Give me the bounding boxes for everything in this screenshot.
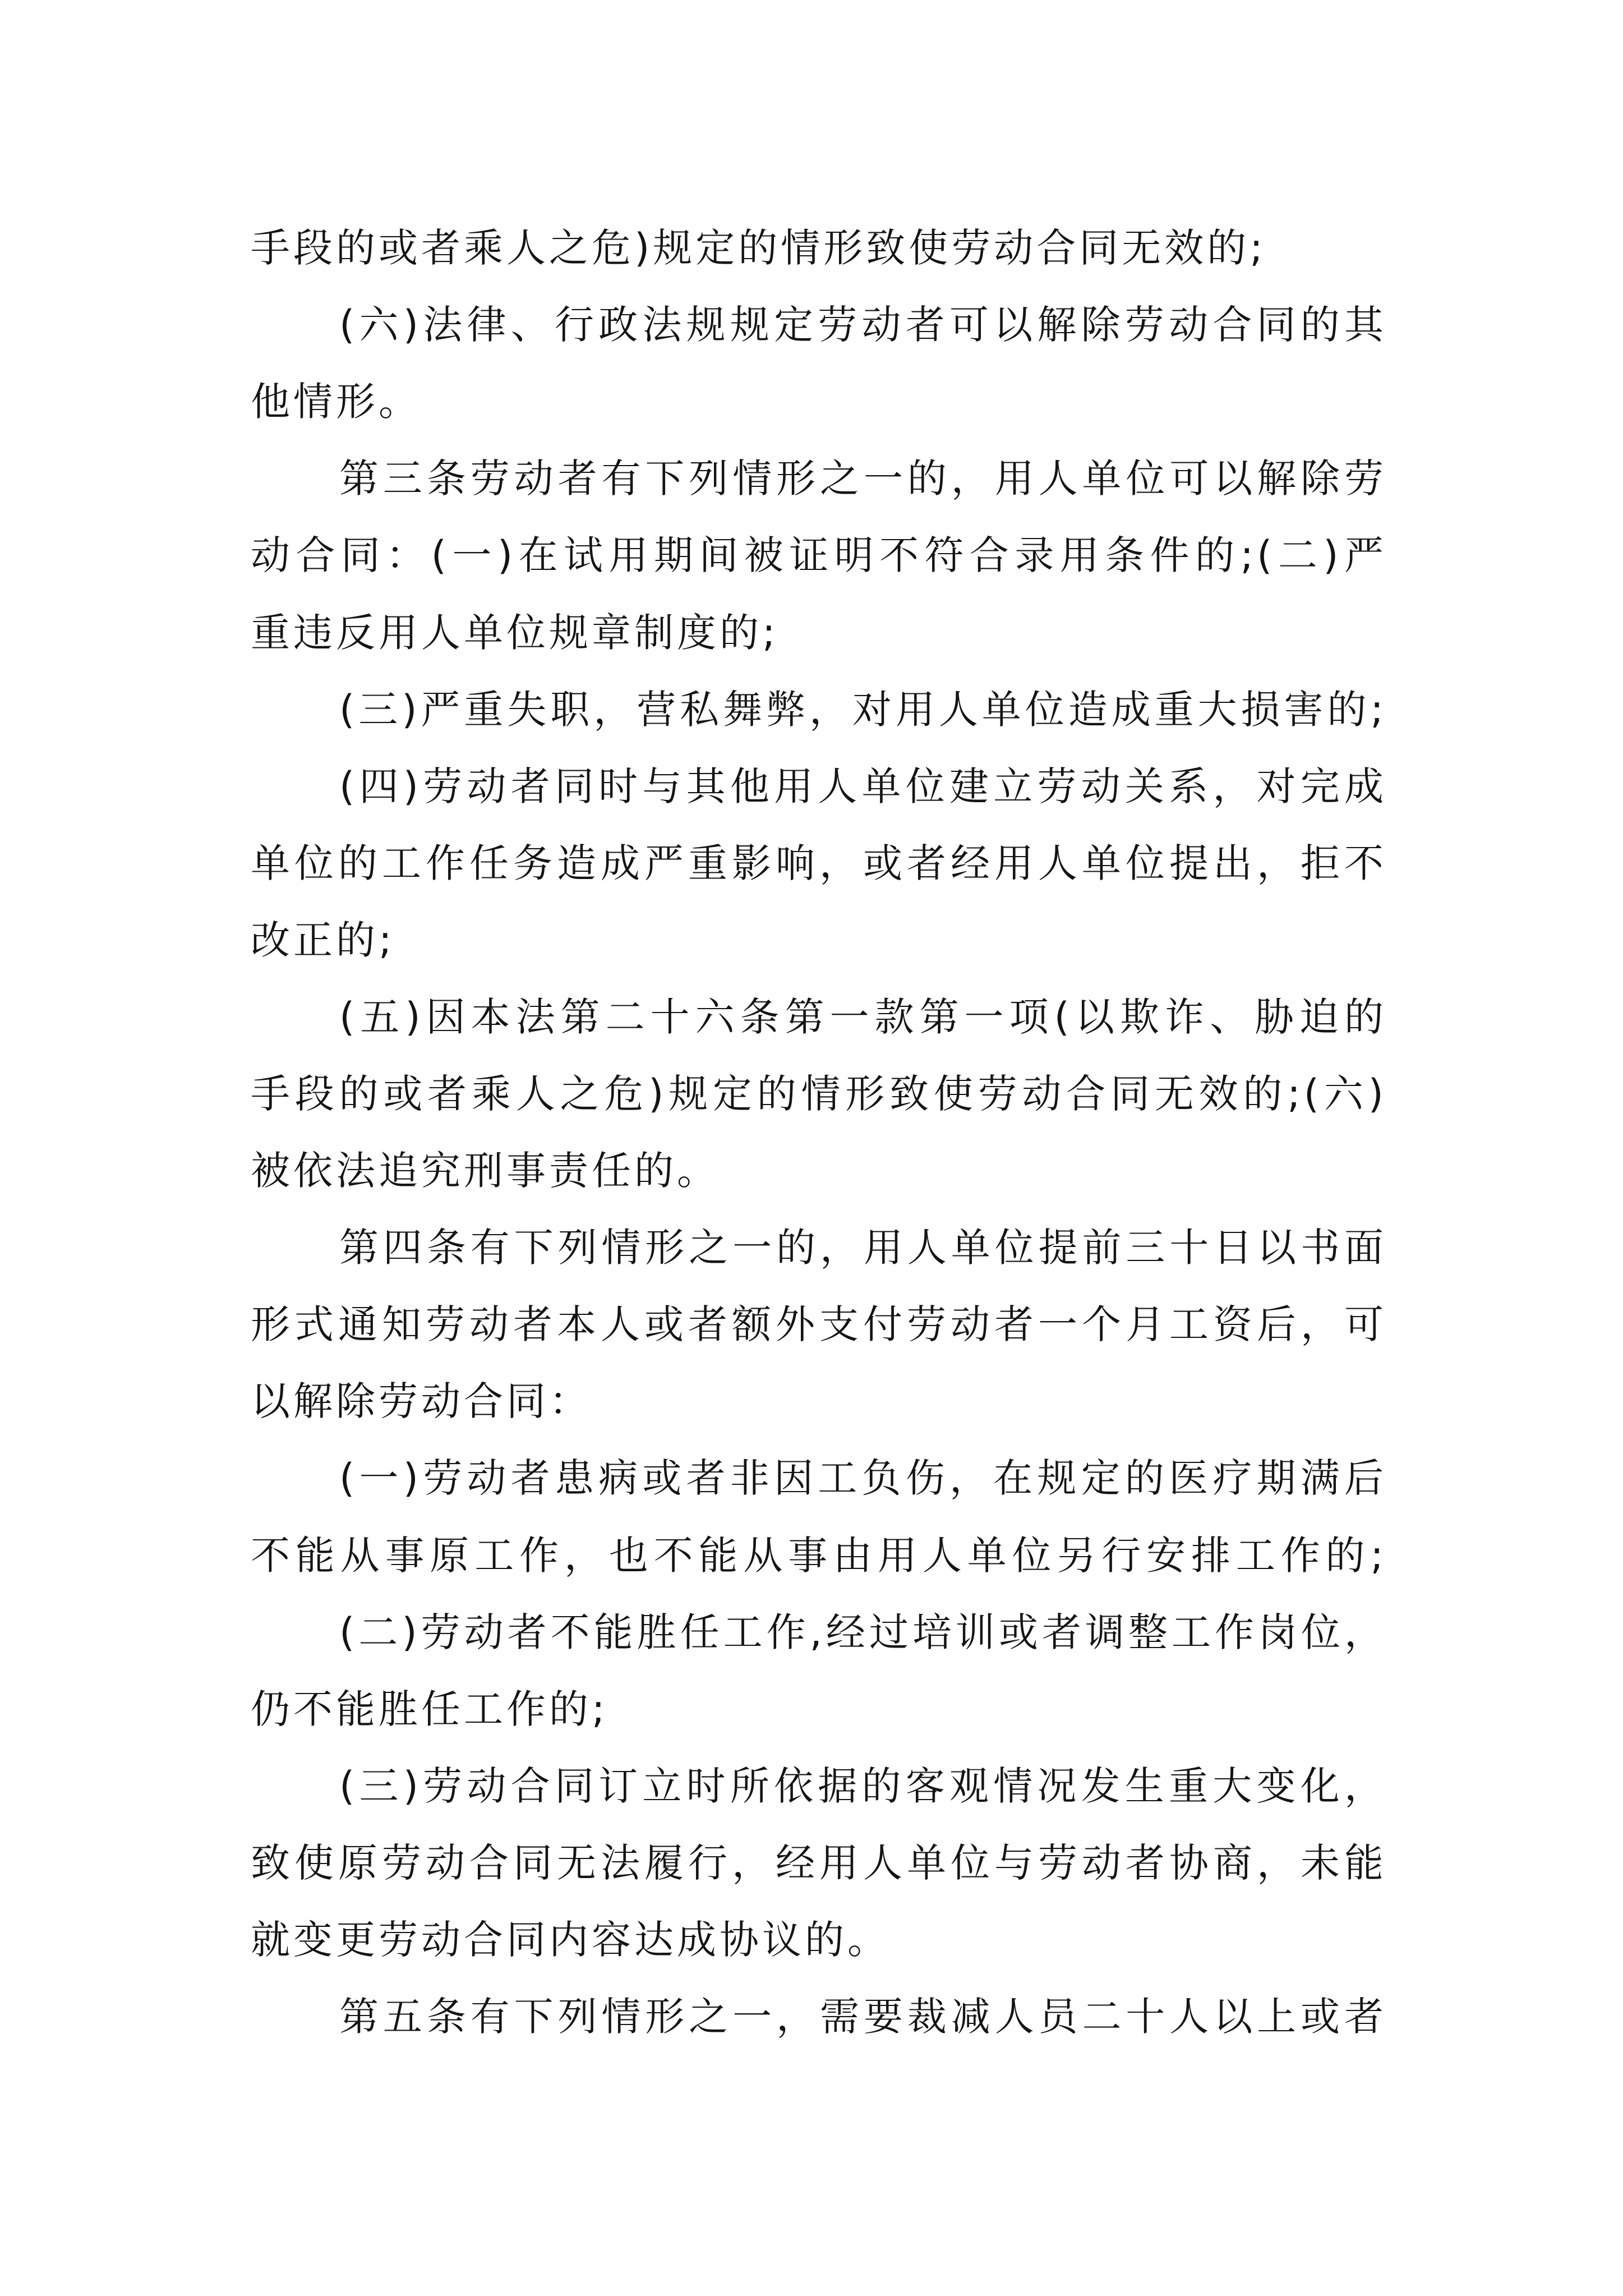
paragraph-line: 不能从事原工作，也不能从事由用人单位另行安排工作的;	[251, 1533, 1387, 1579]
paragraph-line: (六)法律、行政法规规定劳动者可以解除劳动合同的其	[339, 302, 1387, 348]
article-heading-line: 第四条有下列情形之一的，用人单位提前三十日以书面	[339, 1225, 1387, 1271]
paragraph-line: 被依法追究刑事责任的。	[251, 1148, 720, 1194]
paragraph-line: 单位的工作任务造成严重影响，或者经用人单位提出，拒不	[251, 840, 1387, 886]
paragraph-line: 致使原劳动合同无法履行，经用人单位与劳动者协商，未能	[251, 1840, 1387, 1886]
paragraph-line: (四)劳动者同时与其他用人单位建立劳动关系，对完成	[339, 763, 1387, 809]
paragraph-line: 手段的或者乘人之危)规定的情形致使劳动合同无效的;	[251, 225, 1266, 271]
paragraph-line: 改正的;	[251, 917, 395, 963]
paragraph-line: 就变更劳动合同内容达成协议的。	[251, 1917, 890, 1963]
article-heading-line: 第三条劳动者有下列情形之一的，用人单位可以解除劳	[339, 455, 1387, 501]
paragraph-line: 以解除劳动合同：	[251, 1378, 592, 1424]
paragraph-line: (三)严重失职，营私舞弊，对用人单位造成重大损害的;	[339, 687, 1387, 733]
paragraph-line: 他情形。	[251, 379, 421, 425]
paragraph-line: 仍不能胜任工作的;	[251, 1686, 608, 1732]
article-heading-line: 第五条有下列情形之一，需要裁减人员二十人以上或者	[339, 1994, 1387, 2040]
paragraph-line: 形式通知劳动者本人或者额外支付劳动者一个月工资后，可	[251, 1301, 1387, 1347]
paragraph-line: 动合同：(一)在试用期间被证明不符合录用条件的;(二)严	[251, 532, 1387, 578]
paragraph-line: (一)劳动者患病或者非因工负伤，在规定的医疗期满后	[339, 1455, 1387, 1501]
paragraph-line: 重违反用人单位规章制度的;	[251, 610, 779, 656]
paragraph-line: (二)劳动者不能胜任工作,经过培训或者调整工作岗位，	[339, 1609, 1387, 1655]
paragraph-line: 手段的或者乘人之危)规定的情形致使劳动合同无效的;(六)	[251, 1071, 1387, 1117]
paragraph-line: (五)因本法第二十六条第一款第一项(以欺诈、胁迫的	[339, 994, 1387, 1040]
paragraph-line: (三)劳动合同订立时所依据的客观情况发生重大变化，	[339, 1763, 1387, 1809]
